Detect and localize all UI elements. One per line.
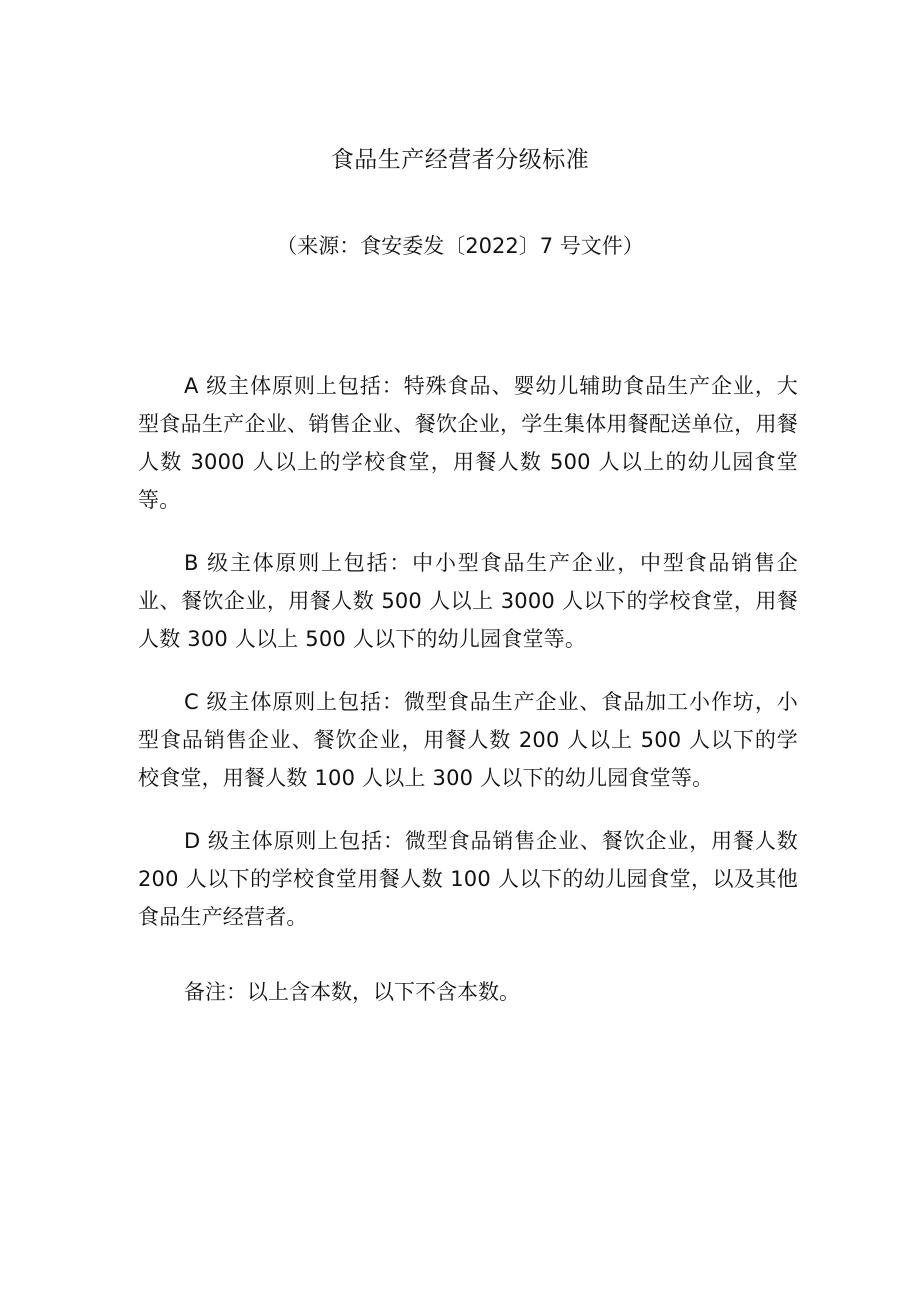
document-body [138, 367, 798, 961]
document-title: 食品生产经营者分级标准 [330, 147, 590, 173]
grade-b-paragraph: B 级主体原则上包括：中小型食品生产企业，中型食品销售企业、餐饮企业，用餐人数 500 人以上 3000 人以下的学校食堂，用餐人数 300 人以上 500 人以下的幼儿园食堂等。 [138, 551, 798, 651]
document-source: （来源：食安委发〔2022〕7 号文件） [276, 234, 644, 258]
grade-d-paragraph: D 级主体原则上包括：微型食品销售企业、餐饮企业，用餐人数 200 人以下的学校食堂用餐人数 100 人以下的幼儿园食堂，以及其他食品生产经营者。 [138, 829, 798, 929]
document-note: 备注：以上含本数，以下不含本数。 [184, 980, 520, 1004]
grade-c-paragraph: C 级主体原则上包括：微型食品生产企业、食品加工小作坊，小型食品销售企业、餐饮企业，用餐人数 200 人以上 500 人以下的学校食堂，用餐人数 100 人以上 300 人以下的幼儿园食堂等。 [138, 690, 798, 790]
grade-a-paragraph: A 级主体原则上包括：特殊食品、婴幼儿辅助食品生产企业，大型食品生产企业、销售企业、餐饮企业，学生集体用餐配送单位，用餐人数 3000 人以上的学校食堂，用餐人数 500 人以上的幼儿园食堂等。 [138, 374, 798, 512]
